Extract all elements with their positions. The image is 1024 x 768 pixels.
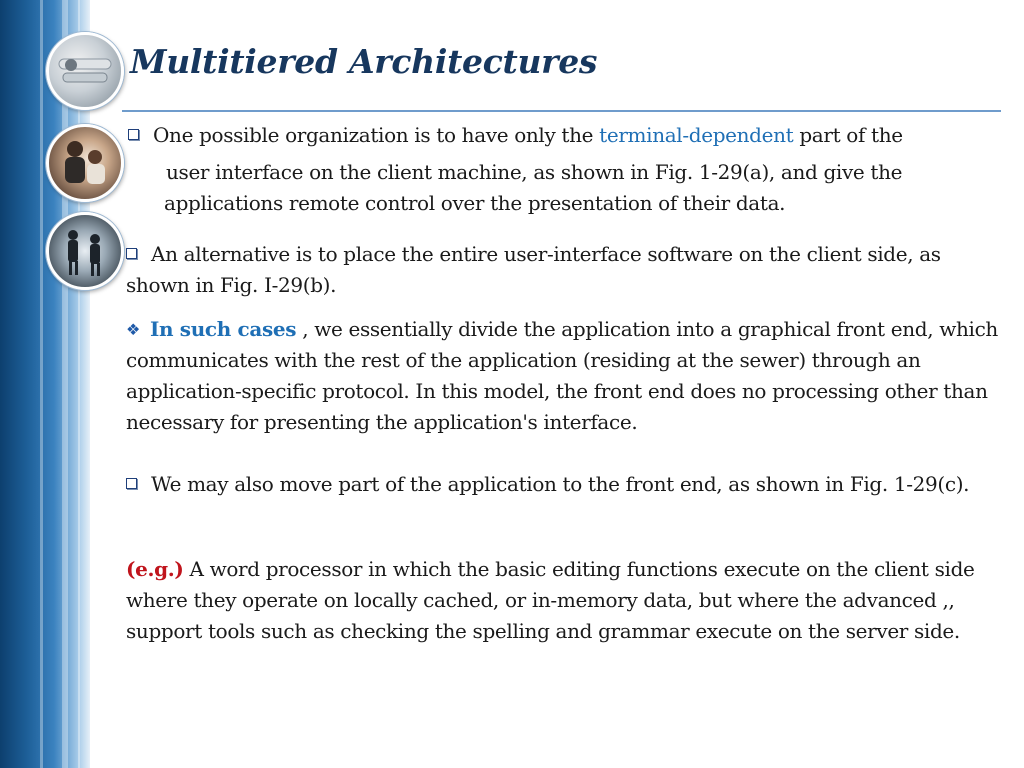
point-text: An alternative is to place the entire user-interface software on the client side, as shown in Fig. I-29(b). — [126, 242, 941, 297]
point-example — [126, 554, 1006, 647]
point-text: We may also move part of the application to the front end, as shown in Fig. 1-29(c). — [151, 472, 970, 496]
point-such-cases — [126, 314, 1006, 438]
business-people-photo-circle — [46, 124, 124, 202]
sidebar-stripe — [78, 0, 80, 768]
slide-title: Multitiered Architectures — [130, 42, 598, 81]
point-terminal-dependent — [126, 120, 1006, 219]
point-text: A word processor in which the basic editing functions execute on the client side where they operate on locally cached, or in-memory data, but where the advanced ,, support tools such as checking the spelling and grammar execute on the server side. — [126, 557, 975, 643]
diamond-bullet-icon: ❖ — [126, 320, 140, 339]
decorative-sidebar — [0, 0, 90, 768]
square-bullet-icon — [128, 129, 139, 140]
para-line — [126, 123, 903, 147]
walking-people-photo — [49, 215, 121, 287]
square-bullet-icon — [126, 478, 137, 489]
square-bullet-icon — [126, 248, 137, 259]
title-divider — [122, 110, 1001, 112]
point-text: part of the — [793, 123, 903, 147]
point-text: One possible organization is to have only the — [153, 123, 600, 147]
sidebar-stripe — [40, 0, 43, 768]
point-text: user interface on the client machine, as shown in Fig. 1-29(a), and give the — [166, 160, 903, 184]
walking-people-photo-circle — [46, 212, 124, 290]
point-front-end — [126, 469, 1006, 500]
slide-body — [126, 120, 1006, 647]
sidebar-stripe — [62, 0, 68, 768]
point-text: , we essentially divide the application into a graphical front end, which communicates with the rest of the application (residing at the sewer) through an application-specific protocol. In this model, the front end does no processing other than necessary for presenting the application's interface. — [126, 317, 998, 434]
highlight-term: In such cases — [150, 317, 297, 341]
pipes-photo-circle — [46, 32, 124, 110]
point-alternative — [126, 239, 1006, 301]
pipes-photo — [49, 35, 121, 107]
business-people-photo — [49, 127, 121, 199]
point-text: applications remote control over the presentation of their data. — [164, 191, 786, 215]
example-label: (e.g.) — [126, 557, 184, 581]
highlight-term: terminal-dependent — [599, 123, 794, 147]
